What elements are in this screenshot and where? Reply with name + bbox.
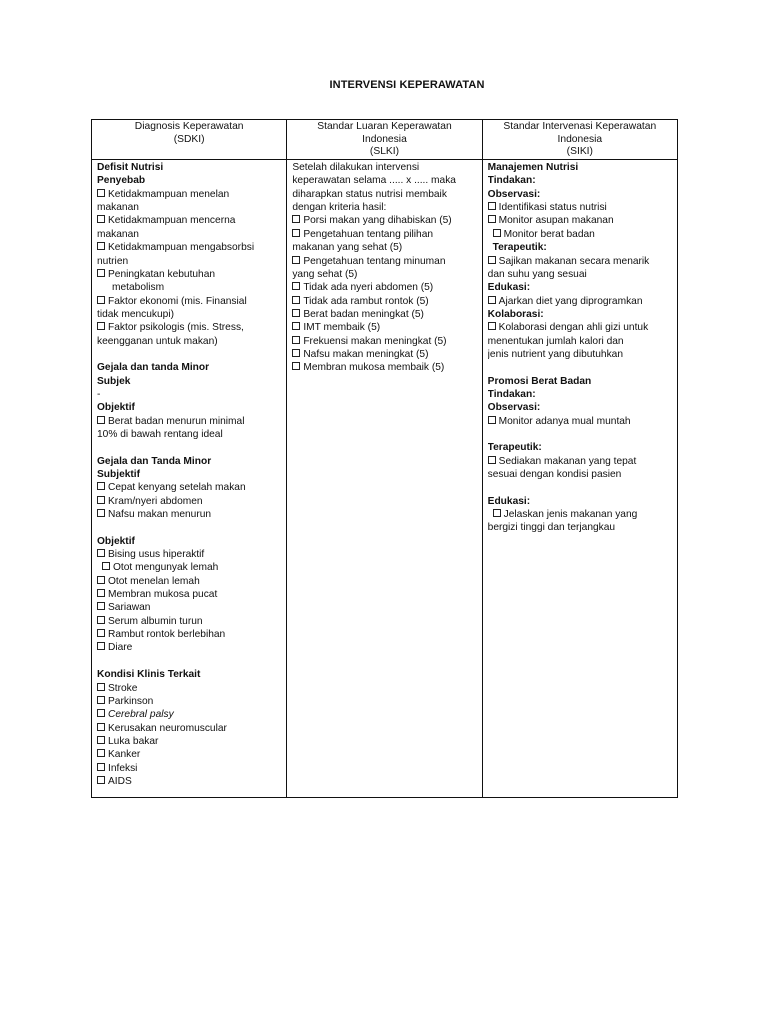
checklist-item: Monitor adanya mual muntah bbox=[488, 415, 673, 428]
text-line: Tindakan: bbox=[487, 175, 536, 187]
header-sdki bbox=[92, 120, 287, 160]
checklist-item: Faktor ekonomi (mis. Finansial bbox=[97, 295, 282, 308]
text-line: dengan kriteria hasil: bbox=[292, 202, 387, 214]
text-line: Setelah dilakukan intervensi bbox=[292, 162, 420, 174]
text-line: Tindakan: bbox=[487, 388, 536, 400]
text-line: Objektif bbox=[97, 402, 135, 414]
checklist-item: Peningkatan kebutuhan bbox=[97, 268, 282, 281]
header-line: Standar Intervenasi Keperawatan bbox=[503, 121, 657, 132]
text-line: - bbox=[97, 388, 101, 400]
spacer bbox=[97, 521, 282, 534]
checklist-item: IMT membaik (5) bbox=[292, 321, 477, 334]
checklist-item: Ketidakmampuan mencerna bbox=[97, 214, 282, 227]
header-line: (SIKI) bbox=[566, 146, 593, 158]
header-slki bbox=[287, 120, 482, 160]
spacer bbox=[97, 348, 282, 361]
text-line: menentukan jumlah kalori dan bbox=[487, 335, 624, 347]
text-line: Kolaborasi: bbox=[487, 308, 544, 320]
checklist-item: Tidak ada nyeri abdomen (5) bbox=[292, 281, 477, 294]
checklist-item: Pengetahuan tentang minuman bbox=[292, 255, 477, 268]
text-line: makanan yang sehat (5) bbox=[292, 242, 403, 254]
checklist-item: Tidak ada rambut rontok (5) bbox=[292, 295, 477, 308]
page-title: INTERVENSI KEPERAWATAN bbox=[329, 79, 485, 91]
intervention-cell bbox=[482, 160, 677, 798]
text-line: metabolism bbox=[112, 282, 165, 294]
text-line: Promosi Berat Badan bbox=[487, 375, 592, 387]
spacer bbox=[488, 361, 673, 374]
intervention-table bbox=[91, 119, 678, 798]
outcome-cell bbox=[287, 160, 482, 798]
text-line: Observasi: bbox=[487, 402, 541, 414]
table-header-row bbox=[92, 120, 678, 160]
checklist-item: Nafsu makan meningkat (5) bbox=[292, 348, 477, 361]
checklist-item: Ketidakmampuan mengabsorbsi bbox=[97, 241, 282, 254]
checklist-item: Kram/nyeri abdomen bbox=[97, 495, 282, 508]
checklist-item: Stroke bbox=[97, 682, 282, 695]
checklist-item: Luka bakar bbox=[97, 735, 282, 748]
header-line: (SLKI) bbox=[369, 146, 400, 158]
diagnosis-cell bbox=[92, 160, 287, 798]
text-line: Subjek bbox=[97, 375, 131, 387]
text-line: Terapeutik: bbox=[487, 442, 542, 454]
text-line: nutrien bbox=[97, 255, 129, 267]
text-line: Manajemen Nutrisi bbox=[487, 162, 579, 174]
table-body-row bbox=[92, 160, 678, 798]
header-line: Indonesia bbox=[362, 133, 407, 145]
spacer bbox=[97, 441, 282, 454]
text-line: tidak mencukupi) bbox=[97, 308, 175, 320]
checklist-item: Monitor asupan makanan bbox=[488, 214, 673, 227]
text-line: diharapkan status nutrisi membaik bbox=[292, 188, 447, 200]
checklist-item: Ketidakmampuan menelan bbox=[97, 188, 282, 201]
text-line: makanan bbox=[97, 228, 139, 240]
header-line: (SDKI) bbox=[173, 133, 205, 145]
checklist-item: Rambut rontok berlebihan bbox=[97, 628, 282, 641]
text-line: Observasi: bbox=[487, 188, 541, 200]
text-line: 10% di bawah rentang ideal bbox=[97, 428, 223, 440]
checklist-item: Frekuensi makan meningkat (5) bbox=[292, 335, 477, 348]
spacer bbox=[488, 481, 673, 494]
checklist-item: Parkinson bbox=[97, 695, 282, 708]
checklist-item: Bising usus hiperaktif bbox=[97, 548, 282, 561]
text-line: Objektif bbox=[97, 535, 135, 547]
header-siki bbox=[482, 120, 677, 160]
text-line: Kondisi Klinis Terkait bbox=[97, 669, 201, 681]
checklist-item: Otot menelan lemah bbox=[97, 575, 282, 588]
text-line: Penyebab bbox=[97, 175, 146, 187]
text-line: Gejala dan Tanda Minor bbox=[97, 455, 212, 467]
text-line: Defisit Nutrisi bbox=[97, 162, 164, 174]
checklist-item: Infeksi bbox=[97, 762, 282, 775]
checklist-item: Sariawan bbox=[97, 601, 282, 614]
checklist-item: Membran mukosa membaik (5) bbox=[292, 361, 477, 374]
text-line: keperawatan selama ..... x ..... maka bbox=[292, 175, 456, 187]
spacer bbox=[488, 428, 673, 441]
checklist-item: Kanker bbox=[97, 748, 282, 761]
checklist-item: Diare bbox=[97, 641, 282, 654]
checklist-item: Serum albumin turun bbox=[97, 615, 282, 628]
checklist-item: Sediakan makanan yang tepat bbox=[488, 455, 673, 468]
checklist-item: Identifikasi status nutrisi bbox=[488, 201, 673, 214]
text-line: Gejala dan tanda Minor bbox=[97, 362, 210, 374]
checklist-item: Faktor psikologis (mis. Stress, bbox=[97, 321, 282, 334]
checklist-item: Pengetahuan tentang pilihan bbox=[292, 228, 477, 241]
text-line: keengganan untuk makan) bbox=[97, 335, 218, 347]
text-line: dan suhu yang sesuai bbox=[487, 268, 587, 280]
checklist-item: Porsi makan yang dihabiskan (5) bbox=[292, 214, 477, 227]
text-line: Edukasi: bbox=[487, 495, 531, 507]
checklist-item: Kerusakan neuromuscular bbox=[97, 722, 282, 735]
checklist-item: Berat badan menurun minimal bbox=[97, 415, 282, 428]
checklist-item: AIDS bbox=[97, 775, 282, 788]
checklist-item: Monitor berat badan bbox=[488, 228, 673, 241]
checklist-item: Otot mengunyak lemah bbox=[97, 561, 282, 574]
text-line: yang sehat (5) bbox=[292, 268, 358, 280]
text-line: jenis nutrient yang dibutuhkan bbox=[487, 348, 624, 360]
header-line: Indonesia bbox=[557, 133, 603, 145]
checklist-item: Sajikan makanan secara menarik bbox=[488, 255, 673, 268]
checklist-item: Berat badan meningkat (5) bbox=[292, 308, 477, 321]
text-line: Edukasi: bbox=[487, 282, 531, 294]
text-line: Terapeutik: bbox=[492, 242, 547, 254]
header-line: Standar Luaran Keperawatan bbox=[317, 121, 452, 132]
checklist-item: Kolaborasi dengan ahli gizi untuk bbox=[488, 321, 673, 334]
checklist-item: Cepat kenyang setelah makan bbox=[97, 481, 282, 494]
text-line: bergizi tinggi dan terjangkau bbox=[487, 522, 616, 534]
text-line: makanan bbox=[97, 202, 139, 214]
checklist-item: Cerebral palsy bbox=[97, 708, 282, 721]
header-line: Diagnosis Keperawatan bbox=[134, 121, 244, 132]
text-line: Subjektif bbox=[97, 469, 141, 481]
checklist-item: Membran mukosa pucat bbox=[97, 588, 282, 601]
checklist-item: Nafsu makan menurun bbox=[97, 508, 282, 521]
spacer bbox=[97, 655, 282, 668]
checklist-item: Ajarkan diet yang diprogramkan bbox=[488, 295, 673, 308]
checklist-item: Jelaskan jenis makanan yang bbox=[488, 508, 673, 521]
text-line: sesuai dengan kondisi pasien bbox=[487, 469, 622, 481]
